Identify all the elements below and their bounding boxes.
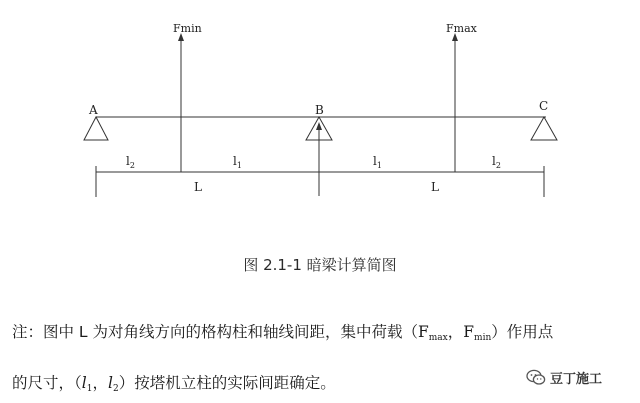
note-separator-1: ， — [447, 323, 464, 341]
support-c-triangle — [531, 117, 557, 140]
span-label-left: L — [194, 180, 202, 194]
fmax-subscript: max — [428, 333, 448, 343]
segment-label-2: $l_1$ — [233, 154, 242, 170]
fmin-subscript: min — [474, 333, 492, 343]
watermark-text: 豆丁施工 — [550, 372, 603, 387]
fmax-label: Fmax — [446, 22, 477, 35]
l2-subscript: 2 — [112, 384, 119, 394]
figure-caption: 图 2.1-1 暗梁计算简图 — [243, 256, 397, 274]
segment-label-1: $l_2$ — [126, 154, 135, 170]
support-c-label: C — [539, 99, 549, 113]
note-text-1: 注：图中 L 为对角线方向的格构柱和轴线间距，集中荷载（ — [12, 323, 418, 341]
note-text-2: ）作用点 — [491, 323, 554, 341]
l1-symbol: l — [81, 374, 87, 392]
segment-label-3: $l_1$ — [373, 154, 382, 170]
fmin-label: Fmin — [173, 22, 202, 35]
note-line-1 — [12, 320, 630, 342]
note-text-4: ）按塔机立柱的实际间距确定。 — [118, 374, 336, 392]
note-separator-2: ， — [92, 374, 108, 392]
l1-subscript: 1 — [86, 384, 93, 394]
fmax-symbol: F — [418, 323, 429, 341]
l2-symbol: l — [107, 374, 113, 392]
watermark — [526, 368, 602, 387]
segment-label-4: $l_2$ — [492, 154, 501, 170]
support-a-label: A — [89, 103, 98, 117]
wechat-icon — [526, 369, 546, 386]
span-label-right: L — [431, 180, 439, 194]
fmin-symbol: F — [463, 323, 475, 341]
support-b-label: B — [315, 103, 324, 117]
support-a-triangle — [84, 117, 108, 140]
note-text-3: 的尺寸，（ — [12, 374, 82, 392]
reaction-arrowhead-b — [316, 122, 322, 130]
